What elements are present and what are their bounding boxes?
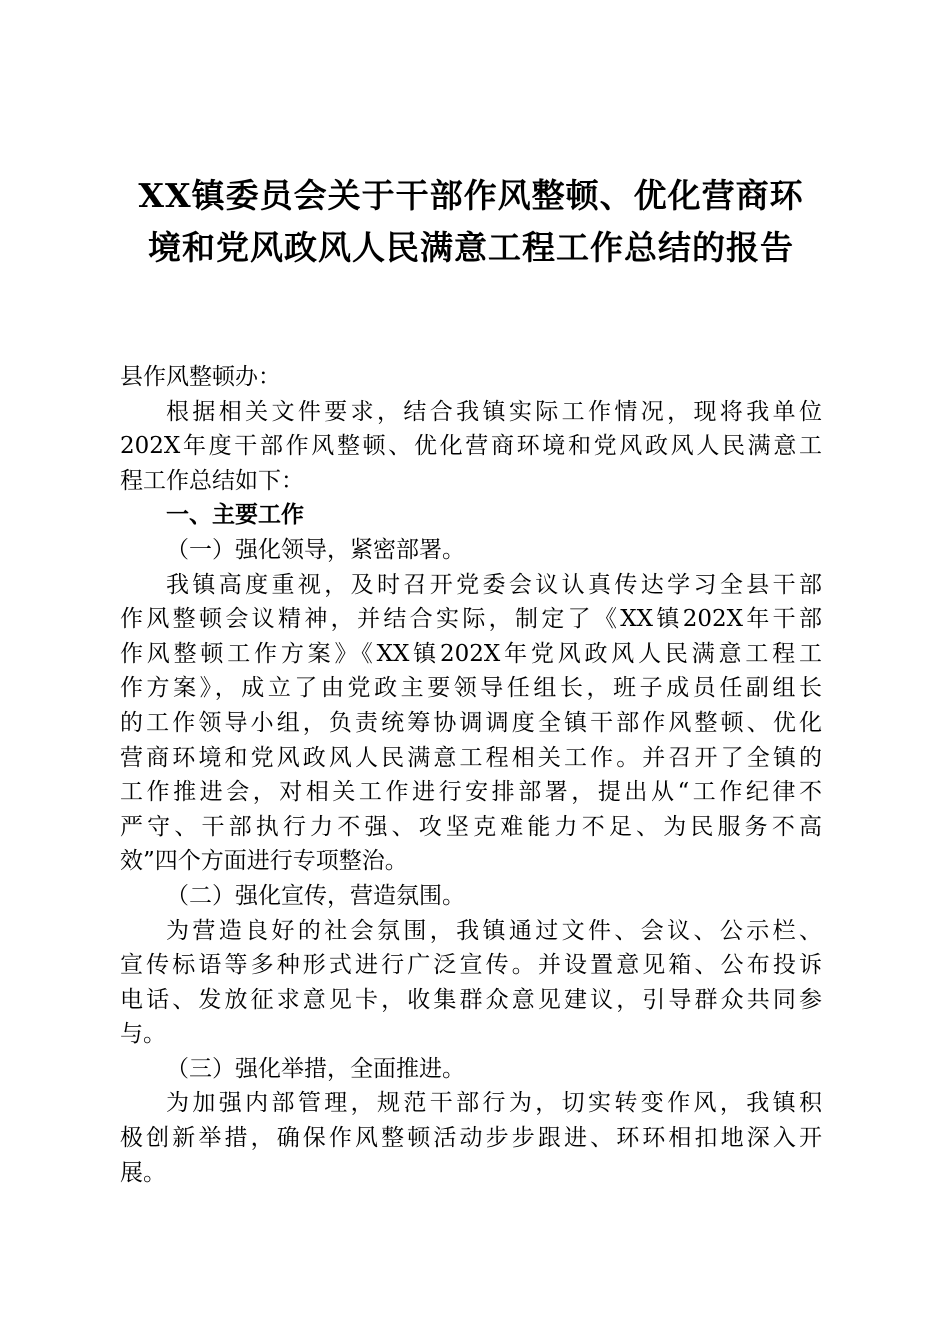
leadership-line-7: 工作推进会，对相关工作进行安排部署，提出从“工作纪律不 bbox=[120, 779, 822, 806]
publicity-line-1: 为营造良好的社会氛围，我镇通过文件、会议、公示栏、 bbox=[166, 917, 822, 944]
measures-line-1: 为加强内部管理，规范干部行为，切实转变作风，我镇积 bbox=[166, 1090, 822, 1117]
measures-line-2: 极创新举措，确保作风整顿活动步步跟进、环环相扣地深入开 bbox=[120, 1125, 822, 1152]
measures-line-3: 展。 bbox=[120, 1159, 166, 1186]
document-title bbox=[120, 170, 822, 274]
section-heading-main-work: 一、主要工作 bbox=[166, 502, 304, 529]
leadership-line-5: 的工作领导小组，负责统筹协调调度全镇干部作风整顿、优化 bbox=[120, 709, 822, 736]
publicity-line-3: 电话、发放征求意见卡，收集群众意见建议，引导群众共同参 bbox=[120, 986, 822, 1013]
title-line-1: XX镇委员会关于干部作风整顿、优化营商环 bbox=[138, 176, 804, 215]
intro-line-1: 根据相关文件要求，结合我镇实际工作情况，现将我单位 bbox=[166, 398, 822, 425]
leadership-line-4: 作方案》，成立了由党政主要领导任组长，班子成员任副组长 bbox=[120, 675, 822, 702]
salutation: 县作风整顿办： bbox=[120, 364, 281, 390]
leadership-line-8: 严守、干部执行力不强、攻坚克难能力不足、为民服务不高 bbox=[120, 813, 822, 840]
paragraph-publicity bbox=[120, 914, 822, 1052]
intro-line-3: 程工作总结如下： bbox=[120, 467, 304, 494]
intro-paragraph bbox=[120, 395, 822, 499]
intro-line-2: 202X年度干部作风整顿、优化营商环境和党风政风人民满意工 bbox=[120, 433, 822, 460]
document-body bbox=[120, 360, 822, 1190]
publicity-line-4: 与。 bbox=[120, 1021, 166, 1048]
leadership-line-1: 我镇高度重视，及时召开党委会议认真传达学习全县干部 bbox=[166, 571, 822, 598]
publicity-line-2: 宣传标语等多种形式进行广泛宣传。并设置意见箱、公布投诉 bbox=[120, 952, 822, 979]
title-line-2: 境和党风政风人民满意工程工作总结的报告 bbox=[148, 228, 794, 267]
paragraph-leadership bbox=[120, 568, 822, 879]
sub-heading-measures: （三）强化举措，全面推进。 bbox=[166, 1055, 465, 1082]
sub-heading-publicity: （二）强化宣传，营造氛围。 bbox=[166, 882, 465, 909]
leadership-line-6: 营商环境和党风政风人民满意工程相关工作。并召开了全镇的 bbox=[120, 744, 822, 771]
sub-heading-leadership: （一）强化领导，紧密部署。 bbox=[166, 536, 465, 563]
paragraph-measures bbox=[120, 1086, 822, 1190]
leadership-line-2: 作风整顿会议精神，并结合实际，制定了《XX镇202X年干部 bbox=[120, 606, 822, 633]
leadership-line-9: 效”四个方面进行专项整治。 bbox=[120, 848, 408, 875]
leadership-line-3: 作风整顿工作方案》《XX镇202X年党风政风人民满意工程工 bbox=[120, 640, 822, 667]
